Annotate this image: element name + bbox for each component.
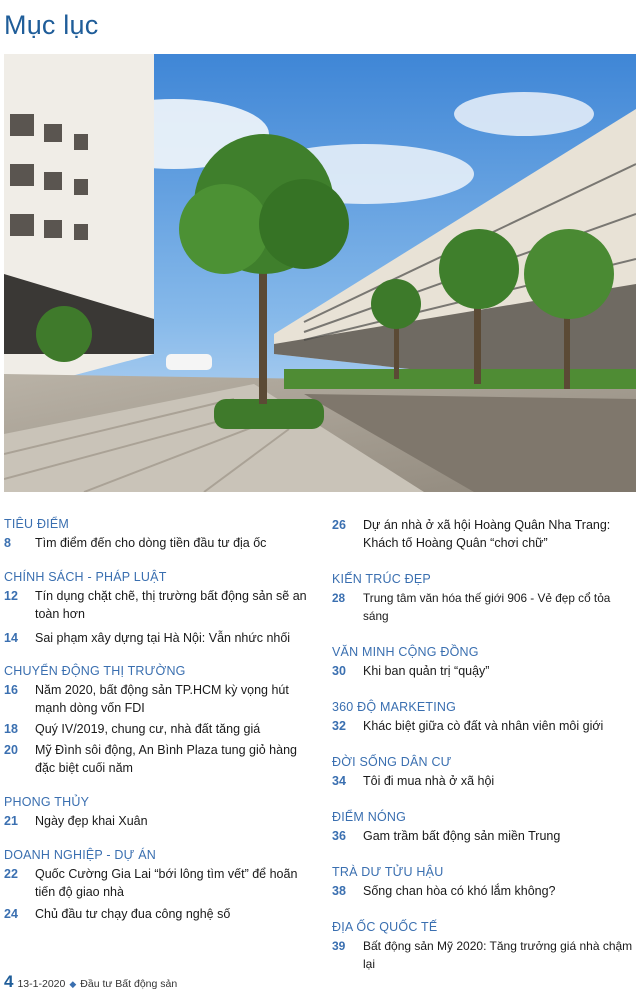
entry-title: Khác biệt giữa cò đất và nhân viên môi giới [363,719,604,733]
entry-title: Khi ban quản trị “quậy” [363,664,490,678]
entry-page-number: 30 [332,664,346,678]
footer-date: 13-1-2020 [17,978,66,990]
toc-section [332,697,638,735]
section-heading: ĐỜI SỐNG DÂN CƯ [332,755,452,769]
entry-page-number: 18 [4,722,18,736]
entry-title: Dự án nhà ở xã hội Hoàng Quân Nha Trang: Khách tố Hoàng Quân “chơi chữ” [363,518,611,550]
entry-page-number: 28 [332,591,346,605]
section-heading: TRÀ DƯ TỬU HẬU [332,865,444,879]
section-heading: TIÊU ĐIỂM [4,517,69,531]
section-heading: DOANH NGHIỆP - DỰ ÁN [4,848,156,862]
toc-entry [332,772,638,790]
page-title: Mục lục [4,10,99,40]
entry-page-number: 36 [332,829,346,843]
entry-title: Năm 2020, bất động sản TP.HCM kỳ vọng hút mạnh dòng vốn FDI [35,683,289,715]
section-heading: CHÍNH SÁCH - PHÁP LUẬT [4,570,167,584]
entry-page-number: 8 [4,536,11,550]
page-footer [4,972,177,992]
entry-title: Quý IV/2019, chung cư, nhà đất tăng giá [35,722,261,736]
entry-page-number: 14 [4,631,18,645]
entry-page-number: 38 [332,884,346,898]
section-heading: ĐIỂM NÓNG [332,810,407,824]
toc-section [4,661,310,777]
section-heading: VĂN MINH CỘNG ĐỒNG [332,645,479,659]
entry-title: Chủ đầu tư chạy đua công nghệ số [35,907,231,921]
toc-section [4,514,310,552]
toc-entry [332,717,638,735]
entry-title: Tín dụng chặt chẽ, thị trường bất động sản sẽ an toàn hơn [35,589,307,621]
entry-page-number: 39 [332,939,346,953]
toc-entry [4,587,310,623]
toc-entry [4,905,310,923]
toc-left-column [4,514,310,923]
toc-entry [332,516,638,552]
entry-title: Quốc Cường Gia Lai “bới lông tìm vết” để hoãn tiến độ giao nhà [35,867,298,899]
entry-title: Bất động sản Mỹ 2020: Tăng trưởng giá nhà chậm lại [363,939,633,971]
entry-page-number: 21 [4,814,18,828]
entry-page-number: 12 [4,589,18,603]
toc-right-column [332,514,638,973]
entry-title: Sống chan hòa có khó lắm không? [363,884,556,898]
toc-entry [332,882,638,900]
section-heading: KIẾN TRÚC ĐẸP [332,572,431,586]
toc-entry [4,534,310,552]
toc-section [332,862,638,900]
toc-section [332,569,638,625]
toc-section [4,567,310,647]
toc-section [4,792,310,830]
section-heading: 360 ĐỘ MARKETING [332,700,457,714]
toc-entry [332,589,638,625]
toc-entry [332,662,638,680]
diamond-separator-icon: ◆ [69,979,77,989]
entry-title: Mỹ Đình sôi động, An Bình Plaza tung giỏ hàng đặc biệt cuối năm [35,743,297,775]
toc-section [332,642,638,680]
toc-section [332,752,638,790]
section-heading: ĐỊA ỐC QUỐC TẾ [332,920,438,934]
toc-entry [4,629,310,647]
entry-page-number: 34 [332,774,346,788]
entry-page-number: 16 [4,683,18,697]
entry-page-number: 20 [4,743,18,757]
entry-page-number: 32 [332,719,346,733]
section-heading: PHONG THỦY [4,795,90,809]
toc-entry [4,720,310,738]
footer-page-number: 4 [4,972,14,991]
entry-title: Sai phạm xây dựng tại Hà Nội: Vẫn nhức nhối [35,631,291,645]
entry-page-number: 26 [332,518,346,532]
entry-title: Ngày đẹp khai Xuân [35,814,148,828]
toc-entry [4,681,310,717]
cover-photo [4,54,636,492]
entry-title: Tôi đi mua nhà ở xã hội [363,774,495,788]
toc-section [4,845,310,923]
toc-entry [332,827,638,845]
entry-title: Trung tâm văn hóa thế giới 906 - Vẻ đẹp cổ tỏa sáng [363,591,611,623]
entry-page-number: 24 [4,907,18,921]
toc-entry [332,937,638,973]
section-heading: CHUYỂN ĐỘNG THỊ TRƯỜNG [4,664,186,678]
entry-page-number: 22 [4,867,18,881]
entry-title: Tìm điểm đến cho dòng tiền đầu tư địa ốc [35,536,267,550]
toc-entry [4,812,310,830]
toc-section [332,516,638,552]
footer-publication: Đầu tư Bất động sản [80,978,178,990]
entry-title: Gam trầm bất động sản miền Trung [363,829,561,843]
toc-entry [4,741,310,777]
toc-entry [4,865,310,901]
toc-section [332,807,638,845]
toc-section [332,917,638,973]
